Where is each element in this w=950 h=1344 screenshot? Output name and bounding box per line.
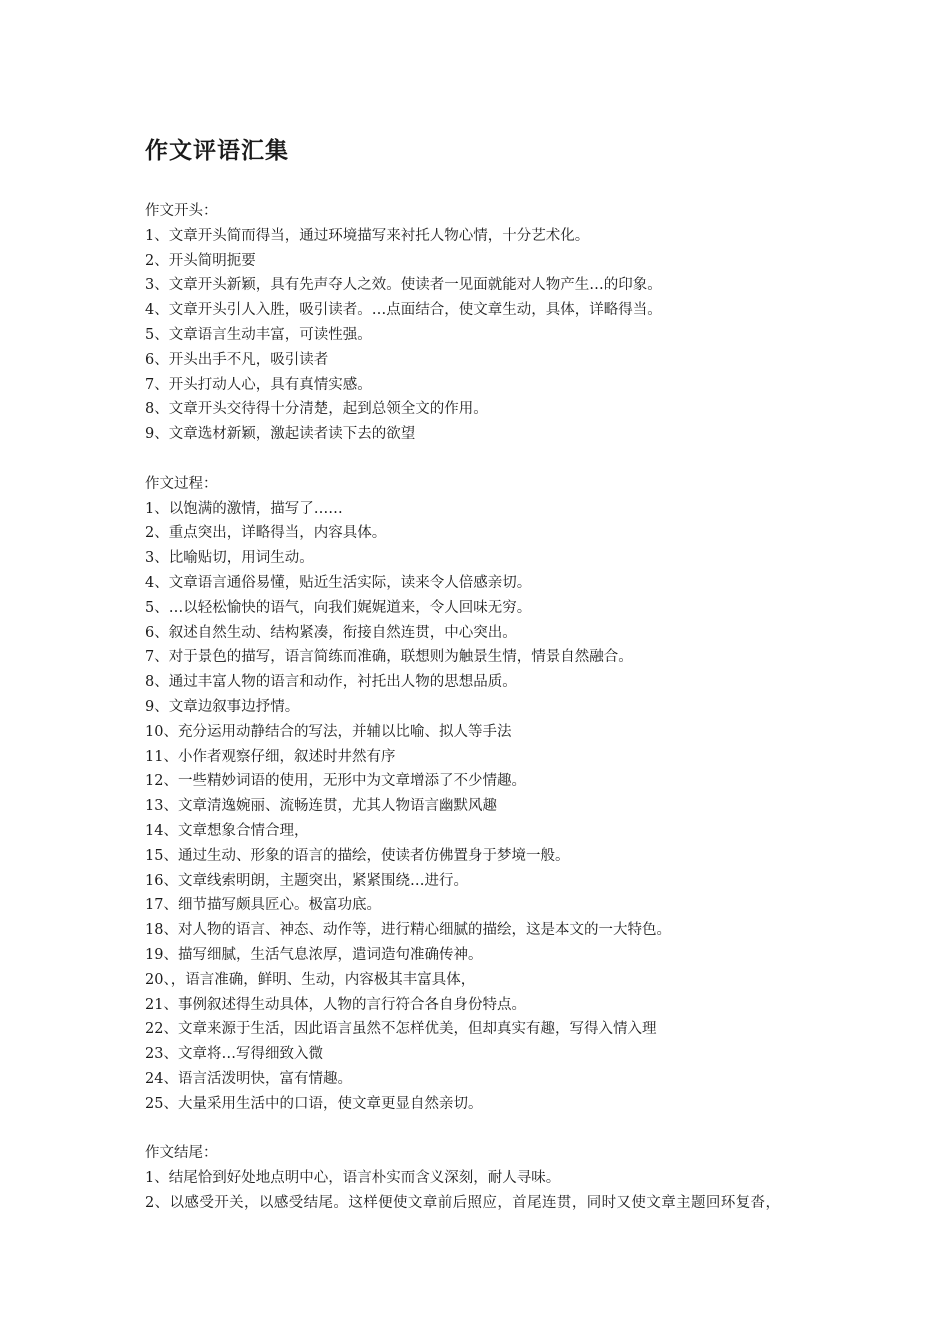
comment-item: 5、文章语言生动丰富，可读性强。 <box>145 326 372 343</box>
section-heading: 作文开头： <box>145 203 218 219</box>
comment-item: 12、一些精妙词语的使用，无形中为文章增添了不少情趣。 <box>145 773 526 790</box>
comment-item: 16、文章线索明朗，主题突出，紧紧围绕…进行。 <box>145 872 468 889</box>
section-ending <box>145 1141 845 1215</box>
comment-item: 9、文章选材新颖，激起读者读下去的欲望 <box>145 426 416 443</box>
comment-item: 6、开头出手不凡，吸引读者 <box>145 351 329 368</box>
comment-item: 25、大量采用生活中的口语，使文章更显自然亲切。 <box>145 1095 483 1112</box>
comment-item: 10、充分运用动静结合的写法，并辅以比喻、拟人等手法 <box>145 723 512 740</box>
section-body <box>145 472 845 1117</box>
comment-item: 14、文章想象合情合理， <box>145 822 309 839</box>
section-heading: 作文过程： <box>145 475 218 492</box>
document-title: 作文评语汇集 <box>145 138 289 164</box>
comment-item: 2、开头简明扼要 <box>145 252 256 269</box>
comment-item: 4、文章开头引人入胜，吸引读者。…点面结合，使文章生动，具体，详略得当。 <box>145 302 662 319</box>
comment-item: 3、比喻贴切，用词生动。 <box>145 550 314 567</box>
comment-item: 9、文章边叙事边抒情。 <box>145 698 300 715</box>
comment-item: 23、文章将…写得细致入微 <box>145 1046 323 1063</box>
comment-item: 3、文章开头新颖，具有先声夺人之效。使读者一见面就能对人物产生…的印象。 <box>145 277 662 294</box>
section-opening <box>145 199 845 447</box>
section-heading: 作文结尾： <box>145 1145 218 1162</box>
comment-item: 7、对于景色的描写，语言简练而准确，联想则为触景生情，情景自然融合。 <box>145 649 633 666</box>
document-page <box>145 136 845 1240</box>
comment-item: 15、通过生动、形象的语言的描绘，使读者仿佛置身于梦境一般。 <box>145 847 570 864</box>
comment-item: 5、…以轻松愉快的语气，向我们娓娓道来，令人回味无穷。 <box>145 599 532 616</box>
comment-item: 21、事例叙述得生动具体，人物的言行符合各自身份特点。 <box>145 996 526 1013</box>
comment-item: 4、文章语言通俗易懂，贴近生活实际，读来令人倍感亲切。 <box>145 574 532 591</box>
comment-item: 6、叙述自然生动、结构紧凑，衔接自然连贯，中心突出。 <box>145 624 517 641</box>
comment-item: 1、结尾恰到好处地点明中心，语言朴实而含义深刻，耐人寻味。 <box>145 1170 561 1187</box>
comment-item: 24、语言活泼明快，富有情趣。 <box>145 1070 352 1087</box>
comment-item: 7、开头打动人心，具有真情实感。 <box>145 376 372 393</box>
comment-item: 22、文章来源于生活，因此语言虽然不怎样优美，但却真实有趣，写得入情入理 <box>145 1021 657 1038</box>
document-body <box>145 199 845 1216</box>
comment-item: 8、通过丰富人物的语言和动作，衬托出人物的思想品质。 <box>145 674 517 691</box>
comment-item: 1、文章开头简而得当，通过环境描写来衬托人物心情，十分艺术化。 <box>145 227 590 244</box>
comment-item: 13、文章清逸婉丽、流畅连贯，尤其人物语言幽默风趣 <box>145 798 497 815</box>
comment-item: 1、以饱满的激情，描写了…… <box>145 500 343 517</box>
comment-item: 18、对人物的语言、神态、动作等，进行精心细腻的描绘，这是本文的一大特色。 <box>145 922 671 939</box>
comment-item: 2、以感受开关，以感受结尾。这样便使文章前后照应，首尾连贯，同时又使文章主题回环复沓， <box>145 1194 781 1211</box>
comment-item: 20、，语言准确，鲜明、生动，内容极其丰富具体， <box>145 971 476 988</box>
comment-item: 2、重点突出，详略得当，内容具体。 <box>145 525 387 542</box>
comment-item: 8、文章开头交待得十分清楚，起到总领全文的作用。 <box>145 401 488 418</box>
comment-item: 11、小作者观察仔细，叙述时井然有序 <box>145 748 396 765</box>
comment-item: 17、细节描写颇具匠心。极富功底。 <box>145 897 381 914</box>
comment-item: 19、描写细腻，生活气息浓厚，遣词造句准确传神。 <box>145 946 483 963</box>
